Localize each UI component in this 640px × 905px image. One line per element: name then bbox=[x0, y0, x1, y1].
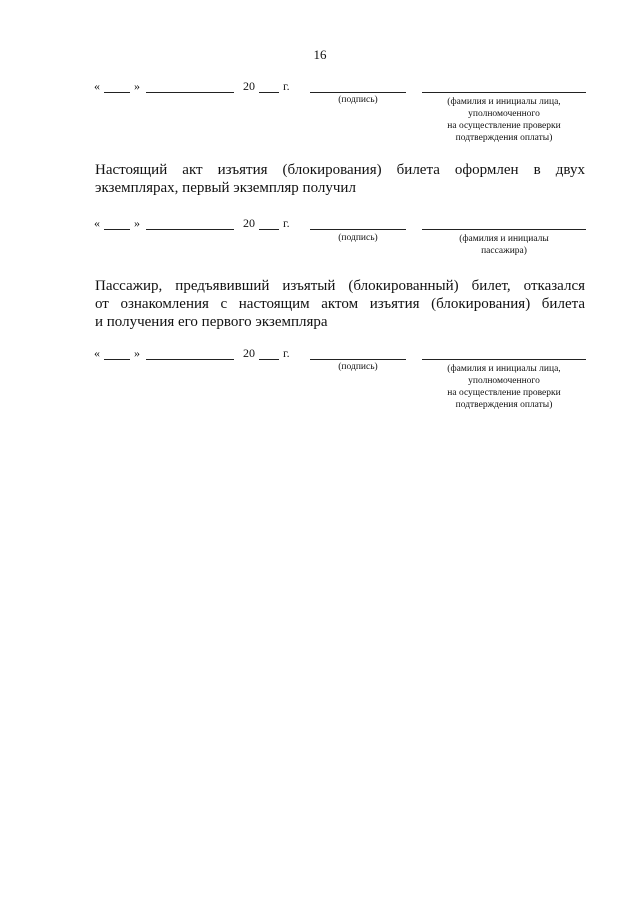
name-line bbox=[422, 359, 586, 360]
name-caption: (фамилия и инициалы лица, уполномоченного на осуществление проверки подтверждения оплаты) bbox=[447, 364, 561, 410]
year-suffix: г. bbox=[283, 79, 290, 93]
year-suffix: г. bbox=[283, 346, 290, 360]
day-blank-line bbox=[104, 92, 130, 93]
signature-line bbox=[310, 92, 406, 93]
month-blank-line bbox=[146, 229, 234, 230]
year-prefix: 20 bbox=[243, 216, 255, 230]
year-prefix: 20 bbox=[243, 346, 255, 360]
signature-line bbox=[310, 229, 406, 230]
paragraph-copies-received bbox=[95, 161, 585, 197]
signature-line bbox=[310, 359, 406, 360]
quote-close: » bbox=[134, 216, 140, 230]
day-blank-line bbox=[104, 229, 130, 230]
year-blank-line bbox=[259, 229, 279, 230]
year-blank-line bbox=[259, 359, 279, 360]
day-blank-line bbox=[104, 359, 130, 360]
name-line bbox=[422, 92, 586, 93]
paragraph-line: Настоящий акт изъятия (блокирования) билета оформлен в двух bbox=[95, 162, 585, 178]
quote-close: » bbox=[134, 346, 140, 360]
year-prefix: 20 bbox=[243, 79, 255, 93]
month-blank-line bbox=[146, 92, 234, 93]
quote-open: « bbox=[94, 79, 100, 93]
quote-close: » bbox=[134, 79, 140, 93]
year-blank-line bbox=[259, 92, 279, 93]
signature-caption: (подпись) bbox=[338, 95, 378, 105]
paragraph-line: экземплярах, первый экземпляр получил bbox=[95, 180, 356, 196]
name-caption: (фамилия и инициалы пассажира) bbox=[459, 234, 549, 256]
paragraph-line: Пассажир, предъявивший изъятый (блокированный) билет, отказался bbox=[95, 278, 585, 294]
year-suffix: г. bbox=[283, 216, 290, 230]
signature-caption: (подпись) bbox=[338, 233, 378, 243]
name-line bbox=[422, 229, 586, 230]
signature-caption: (подпись) bbox=[338, 362, 378, 372]
paragraph-line: и получения его первого экземпляра bbox=[95, 314, 328, 330]
paragraph-line: от ознакомления с настоящим актом изъятия (блокирования) билета bbox=[95, 296, 585, 312]
page-number: 16 bbox=[313, 47, 327, 62]
paragraph-refusal bbox=[95, 277, 585, 331]
quote-open: « bbox=[94, 216, 100, 230]
quote-open: « bbox=[94, 346, 100, 360]
month-blank-line bbox=[146, 359, 234, 360]
name-caption: (фамилия и инициалы лица, уполномоченного на осуществление проверки подтверждения оплаты) bbox=[447, 97, 561, 143]
